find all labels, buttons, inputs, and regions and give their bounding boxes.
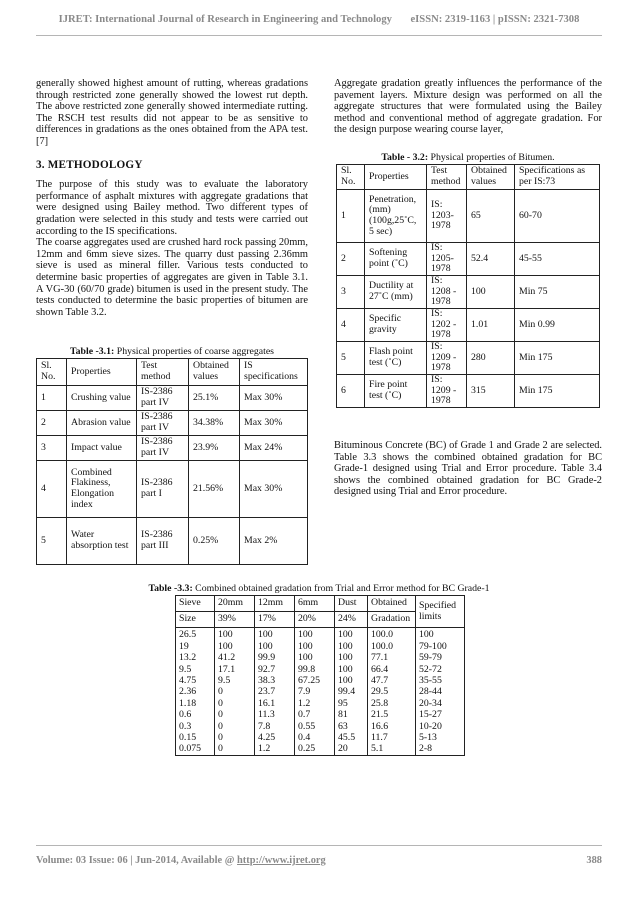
table-cell: 99.4 xyxy=(335,687,368,698)
header-cell: Sl. No. xyxy=(37,359,67,386)
header-cell: Obtained values xyxy=(467,165,515,190)
header-rule xyxy=(36,35,602,36)
table-cell: 11.7 xyxy=(368,733,416,744)
running-header xyxy=(0,14,638,25)
right-column-lower xyxy=(334,440,602,498)
table-cell: 28-44 xyxy=(416,687,465,698)
section-heading: 3. METHODOLOGY xyxy=(36,158,143,171)
table-cell: 45.5 xyxy=(335,733,368,744)
table-cell: 81 xyxy=(335,710,368,721)
header-cell: Test method xyxy=(137,359,189,386)
table-cell: 20-34 xyxy=(416,698,465,709)
table-cell: 0 xyxy=(215,744,255,756)
table-cell: IS: 1208 - 1978 xyxy=(427,276,467,309)
table-cell: IS-2386 part IV xyxy=(137,436,189,461)
table-cell: Max 2% xyxy=(240,518,308,565)
table-cell: 100 xyxy=(215,641,255,652)
table-row xyxy=(176,664,465,675)
table-cell: 15-27 xyxy=(416,710,465,721)
table-row xyxy=(337,309,600,342)
table-3-2-caption: Table - 3.2: Physical properties of Bitumen. xyxy=(381,152,555,163)
table-row xyxy=(37,461,308,518)
header-cell: Obtained xyxy=(368,596,416,612)
table-cell: 2-8 xyxy=(416,744,465,756)
table-cell: Min 175 xyxy=(515,375,600,408)
footer-volume: Volume: 03 Issue: 06 | Jun-2014, Available @ http://www.ijret.org xyxy=(36,855,326,866)
footer-rule xyxy=(36,845,602,846)
table-cell: 38.3 xyxy=(255,676,295,687)
table-row xyxy=(176,710,465,721)
table-3-1 xyxy=(36,358,308,565)
table-cell: 100 xyxy=(335,653,368,664)
table-3-3-caption: Table -3.3: Combined obtained gradation from Trial and Error method for BC Grade-1 xyxy=(148,583,490,594)
header-cell: IS specifications xyxy=(240,359,308,386)
left-column xyxy=(36,78,308,318)
table-cell: 0.4 xyxy=(295,733,335,744)
table-cell: 100 xyxy=(295,641,335,652)
table-row xyxy=(176,733,465,744)
table-cell: 280 xyxy=(467,342,515,375)
table-cell: 5-13 xyxy=(416,733,465,744)
table-cell: 100 xyxy=(255,628,295,642)
table-cell: 0.3 xyxy=(176,721,215,732)
header-cell: Gradation xyxy=(368,612,416,628)
table-row xyxy=(176,628,465,642)
header-cell: 6mm xyxy=(295,596,335,612)
table-cell: 59-79 xyxy=(416,653,465,664)
table-row xyxy=(337,243,600,276)
table-cell: 29.5 xyxy=(368,687,416,698)
table-cell: 1.18 xyxy=(176,698,215,709)
table-cell: 100 xyxy=(467,276,515,309)
table-cell: 100 xyxy=(335,676,368,687)
header-cell: Properties xyxy=(365,165,427,190)
table-cell: 0.075 xyxy=(176,744,215,756)
table-header-row xyxy=(337,165,600,190)
table-cell: IS: 1202 - 1978 xyxy=(427,309,467,342)
table-cell: 1.01 xyxy=(467,309,515,342)
table-cell: 100.0 xyxy=(368,641,416,652)
table-cell: 16.1 xyxy=(255,698,295,709)
table-cell: 79-100 xyxy=(416,641,465,652)
table-row xyxy=(176,687,465,698)
table-3-2 xyxy=(336,164,600,408)
table-cell: Softening point (˚C) xyxy=(365,243,427,276)
header-cell: 39% xyxy=(215,612,255,628)
table-cell: IS: 1205-1978 xyxy=(427,243,467,276)
table-3-3 xyxy=(175,595,465,756)
table-3-3-body xyxy=(176,628,465,756)
table-3-3-block xyxy=(0,583,638,756)
table-cell: 2 xyxy=(37,411,67,436)
table-cell: 100.0 xyxy=(368,628,416,642)
table-cell: 0 xyxy=(215,733,255,744)
issn: eISSN: 2319-1163 | pISSN: 2321-7308 xyxy=(410,14,580,25)
table-cell: Max 24% xyxy=(240,436,308,461)
table-cell: Impact value xyxy=(67,436,137,461)
table-cell: Min 75 xyxy=(515,276,600,309)
journal-link[interactable]: http://www.ijret.org xyxy=(237,855,326,866)
table-cell: 95 xyxy=(335,698,368,709)
table-cell: IS: 1209 - 1978 xyxy=(427,375,467,408)
table-cell: Max 30% xyxy=(240,386,308,411)
table-cell: 21.56% xyxy=(189,461,240,518)
table-cell: 3 xyxy=(337,276,365,309)
table-cell: 5 xyxy=(37,518,67,565)
table-cell: 4.25 xyxy=(255,733,295,744)
table-cell: Ductility at 27˚C (mm) xyxy=(365,276,427,309)
table-cell: 7.9 xyxy=(295,687,335,698)
table-row xyxy=(37,386,308,411)
header-cell: Dust xyxy=(335,596,368,612)
header-cell: Test method xyxy=(427,165,467,190)
table-row xyxy=(176,744,465,756)
table-cell: 35-55 xyxy=(416,676,465,687)
table-cell: 16.6 xyxy=(368,721,416,732)
methodology-paragraph-1: The purpose of this study was to evaluate the laboratory performance of asphalt mixtures with aggregate gradations that were designed using Bailey method. Two different types of gradation were selected in this study and tests were carried out according to the IS specifications. xyxy=(36,179,308,237)
table-cell: 34.38% xyxy=(189,411,240,436)
table-row xyxy=(176,653,465,664)
table-row xyxy=(37,436,308,461)
table-cell: 52.4 xyxy=(467,243,515,276)
header-cell: Obtained values xyxy=(189,359,240,386)
table-cell: Specific gravity xyxy=(365,309,427,342)
table-row xyxy=(37,411,308,436)
table-cell: 45-55 xyxy=(515,243,600,276)
header-cell: 12mm xyxy=(255,596,295,612)
table-cell: 3 xyxy=(37,436,67,461)
table-cell: Max 30% xyxy=(240,411,308,436)
table-row xyxy=(176,641,465,652)
header-cell: 24% xyxy=(335,612,368,628)
table-cell: 0.6 xyxy=(176,710,215,721)
table-cell: 100 xyxy=(416,628,465,642)
table-cell: 0 xyxy=(215,687,255,698)
table-cell: 99.9 xyxy=(255,653,295,664)
table-cell: 17.1 xyxy=(215,664,255,675)
table-cell: 100 xyxy=(295,628,335,642)
table-cell: 23.7 xyxy=(255,687,295,698)
table-cell: 63 xyxy=(335,721,368,732)
table-cell: 315 xyxy=(467,375,515,408)
table-cell: 4 xyxy=(337,309,365,342)
header-cell: 17% xyxy=(255,612,295,628)
table-cell: 0.25 xyxy=(295,744,335,756)
table-header-row xyxy=(37,359,308,386)
table-cell: 4 xyxy=(37,461,67,518)
table-cell: 9.5 xyxy=(215,676,255,687)
table-cell: 0 xyxy=(215,698,255,709)
table-cell: 13.2 xyxy=(176,653,215,664)
table-cell: Min 0.99 xyxy=(515,309,600,342)
table-cell: Penetration, (mm) (100g,25˚C, 5 sec) xyxy=(365,190,427,243)
header-cell: 20mm xyxy=(215,596,255,612)
table-cell: 100 xyxy=(335,664,368,675)
table-3-2-block xyxy=(336,152,600,408)
table-row xyxy=(176,721,465,732)
table-cell: 21.5 xyxy=(368,710,416,721)
table-cell: 0.55 xyxy=(295,721,335,732)
header-cell: Specifications as per IS:73 xyxy=(515,165,600,190)
table-row xyxy=(37,518,308,565)
table-row xyxy=(337,276,600,309)
table-cell: 0 xyxy=(215,721,255,732)
table-cell: 6 xyxy=(337,375,365,408)
table-cell: 67.25 xyxy=(295,676,335,687)
table-cell: 23.9% xyxy=(189,436,240,461)
table-cell: 9.5 xyxy=(176,664,215,675)
table-cell: 0 xyxy=(215,710,255,721)
table-cell: 99.8 xyxy=(295,664,335,675)
table-cell: 47.7 xyxy=(368,676,416,687)
table-cell: Combined Flakiness, Elongation index xyxy=(67,461,137,518)
table-cell: IS-2386 part I xyxy=(137,461,189,518)
table-cell: Water absorption test xyxy=(67,518,137,565)
table-header-row xyxy=(176,596,465,612)
intro-paragraph: generally showed highest amount of rutting, whereas gradations through restricted zone generally showed the lowest rut depth. The above restricted zone generally showed intermediate rutting. The RSCH test results did not appear to be as sensitive to differences in gradations as the ones obtained from the APA test. [7] xyxy=(36,78,308,147)
table-cell: 0.7 xyxy=(295,710,335,721)
table-cell: 52-72 xyxy=(416,664,465,675)
table-row xyxy=(337,190,600,243)
table-cell: 92.7 xyxy=(255,664,295,675)
table-cell: Min 175 xyxy=(515,342,600,375)
table-cell: 26.5 xyxy=(176,628,215,642)
table-cell: IS: 1203-1978 xyxy=(427,190,467,243)
table-cell: 20 xyxy=(335,744,368,756)
table-row xyxy=(337,375,600,408)
table-cell: 66.4 xyxy=(368,664,416,675)
table-cell: 65 xyxy=(467,190,515,243)
table-cell: 2.36 xyxy=(176,687,215,698)
table-cell: 100 xyxy=(335,628,368,642)
table-cell: Fire point test (˚C) xyxy=(365,375,427,408)
methodology-paragraph-2: The coarse aggregates used are crushed hard rock passing 20mm, 12mm and 6mm sieve sizes. The quarry dust passing 2.36mm sieve is used as mineral filler. Various tests conducted to determine basic properties of aggregates are given in Table 3.1. A VG-30 (60/70 grade) bitumen is used in the present study. The tests conducted to determine the basic properties of bitumen are shown Table 3.2. xyxy=(36,237,308,318)
table-cell: 25.1% xyxy=(189,386,240,411)
journal-title: IJRET: International Journal of Research in Engineering and Technology xyxy=(58,14,392,25)
table-cell: 1.2 xyxy=(255,744,295,756)
table-cell: 0.25% xyxy=(189,518,240,565)
table-cell: 5 xyxy=(337,342,365,375)
table-cell: 10-20 xyxy=(416,721,465,732)
table-cell: 77.1 xyxy=(368,653,416,664)
table-cell: 0.15 xyxy=(176,733,215,744)
table-cell: 1.2 xyxy=(295,698,335,709)
table-cell: 2 xyxy=(337,243,365,276)
header-cell: Size xyxy=(176,612,215,628)
header-cell: Sl. No. xyxy=(337,165,365,190)
table-cell: IS-2386 part IV xyxy=(137,386,189,411)
right-column xyxy=(334,78,602,136)
header-cell: Specified limits xyxy=(416,596,465,628)
header-cell: Properties xyxy=(67,359,137,386)
table-cell: 41.2 xyxy=(215,653,255,664)
bc-grade-paragraph: Bituminous Concrete (BC) of Grade 1 and Grade 2 are selected. Table 3.3 shows the combined obtained gradation for BC Grade-1 designed using Trial and Error procedure. Table 3.4 shows the combined obtained gradation for BC Grade-2 designed using Trial and Error procedure. xyxy=(334,440,602,498)
table-cell: 100 xyxy=(215,628,255,642)
table-cell: 19 xyxy=(176,641,215,652)
table-cell: Flash point test (˚C) xyxy=(365,342,427,375)
table-cell: 25.8 xyxy=(368,698,416,709)
table-cell: IS-2386 part III xyxy=(137,518,189,565)
table-cell: 1 xyxy=(37,386,67,411)
table-cell: 100 xyxy=(335,641,368,652)
table-cell: 7.8 xyxy=(255,721,295,732)
table-cell: 1 xyxy=(337,190,365,243)
header-cell: Sieve xyxy=(176,596,215,612)
table-cell: Max 30% xyxy=(240,461,308,518)
table-cell: Abrasion value xyxy=(67,411,137,436)
table-row xyxy=(176,698,465,709)
page-number: 388 xyxy=(586,855,602,866)
header-cell: 20% xyxy=(295,612,335,628)
table-cell: 11.3 xyxy=(255,710,295,721)
table-3-1-block xyxy=(36,346,308,565)
table-cell: IS-2386 part IV xyxy=(137,411,189,436)
table-cell: 60-70 xyxy=(515,190,600,243)
table-cell: Crushing value xyxy=(67,386,137,411)
table-cell: 100 xyxy=(295,653,335,664)
table-3-1-caption: Table -3.1: Physical properties of coarse aggregates xyxy=(70,346,274,357)
table-row xyxy=(337,342,600,375)
table-cell: 5.1 xyxy=(368,744,416,756)
aggregate-gradation-paragraph: Aggregate gradation greatly influences the performance of the pavement layers. Mixture design was performed on all the aggregate structures that were formulated using the Bailey method and conventional method of aggregate gradation. For the design purpose wearing course layer, xyxy=(334,78,602,136)
table-cell: 4.75 xyxy=(176,676,215,687)
table-cell: 100 xyxy=(255,641,295,652)
table-cell: IS: 1209 - 1978 xyxy=(427,342,467,375)
table-row xyxy=(176,676,465,687)
